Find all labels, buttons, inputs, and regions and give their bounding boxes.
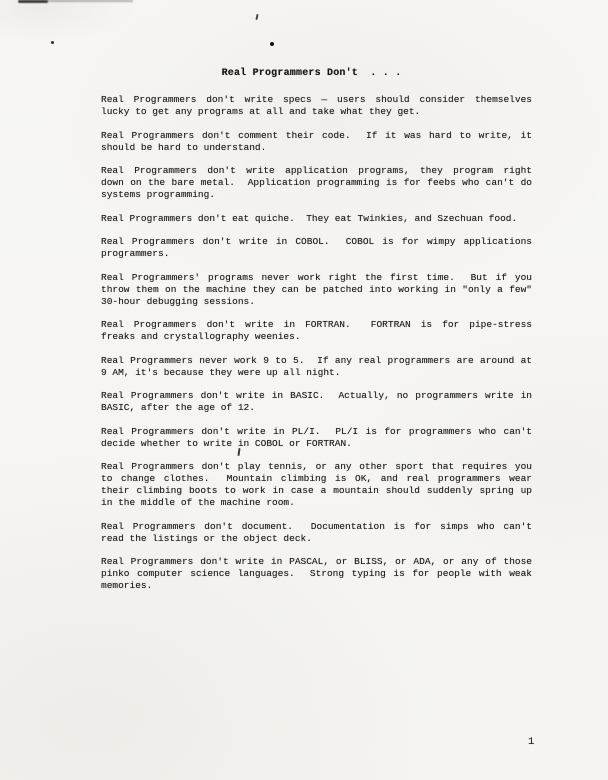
paragraph — [101, 213, 532, 225]
text-line: Real Programmers' programs never work right the first time. But if you — [101, 271, 532, 283]
paragraph — [101, 355, 532, 379]
stray-ink-mark — [255, 14, 258, 20]
text-line: throw them on the machine they can be patched into working in "only a few" — [101, 283, 532, 295]
text-line: Real Programmers don't write in FORTRAN. FORTRAN is for pipe-stress — [101, 319, 532, 330]
text-line: Real Programmers don't eat quiche. They eat Twinkies, and Szechuan food. — [101, 212, 518, 224]
text-line: programmers. — [101, 248, 170, 259]
text-line: Real Programmers don't comment their code. If it was hard to write, it — [101, 129, 532, 141]
paragraph — [101, 521, 532, 545]
text-line: should be hard to understand. — [101, 141, 267, 153]
paragraph — [101, 319, 532, 343]
text-line: Real Programmers never work 9 to 5. If any real programmers are around at — [101, 354, 532, 366]
text-line: pinko computer science languages. Strong typing is for people with weak — [101, 568, 532, 579]
text-line: down on the bare metal. Application programming is for feebs who can't do — [101, 177, 532, 188]
paragraph — [101, 236, 532, 260]
paragraph — [101, 390, 532, 414]
paragraph — [101, 94, 532, 118]
text-line: their climbing boots to work in case a mountain should suddenly spring up — [101, 485, 532, 496]
text-line: Real Programmers don't write in PL/I. PL/I is for programmers who can't — [101, 425, 532, 437]
document-body — [101, 94, 532, 604]
text-line: Real Programmers don't write in PASCAL, or BLISS, or ADA, or any of those — [101, 556, 532, 567]
text-line: Real Programmers don't write in COBOL. COBOL is for wimpy applications — [101, 236, 532, 247]
text-line: 30-hour debugging sessions. — [101, 295, 255, 307]
text-line: read the listings or the object deck. — [101, 532, 312, 544]
text-line: decide whether to write in COBOL or FORTRAN. — [101, 437, 352, 449]
text-line: Real Programmers don't play tennis, or any other sport that requires you — [101, 461, 532, 472]
text-line: Real Programmers don't write in BASIC. Actually, no programmers write in — [101, 390, 532, 401]
text-line: in the middle of the machine room. — [101, 497, 295, 508]
paragraph — [101, 426, 532, 450]
text-line: Real Programmers don't document. Documentation is for simps who can't — [101, 520, 532, 532]
paragraph — [101, 130, 532, 154]
text-line: freaks and crystallography weenies. — [101, 331, 301, 342]
ink-dot — [51, 41, 54, 44]
page-number: 1 — [528, 736, 535, 748]
paragraph — [101, 272, 532, 308]
text-line: 9 AM, it's because they were up all night. — [101, 366, 341, 378]
text-line: systems programming. — [101, 189, 216, 200]
text-line: lucky to get any programs at all and take what they get. — [101, 106, 421, 117]
text-line: to change clothes. Mountain climbing is OK, and real programmers wear — [101, 473, 532, 484]
text-line: Real Programmers don't write specs — users should consider themselves — [101, 94, 532, 105]
paragraph — [101, 461, 532, 509]
scan-smudge — [18, 0, 48, 3]
paragraph — [101, 165, 532, 201]
ink-dot — [270, 42, 274, 46]
text-line: memories. — [101, 580, 153, 591]
scan-smudge — [47, 0, 133, 2]
page-title: Real Programmers Don't . . . — [221, 68, 402, 79]
text-line: Real Programmers don't write application programs, they program right — [101, 165, 532, 176]
paragraph — [101, 556, 532, 592]
text-line: BASIC, after the age of 12. — [101, 402, 255, 413]
